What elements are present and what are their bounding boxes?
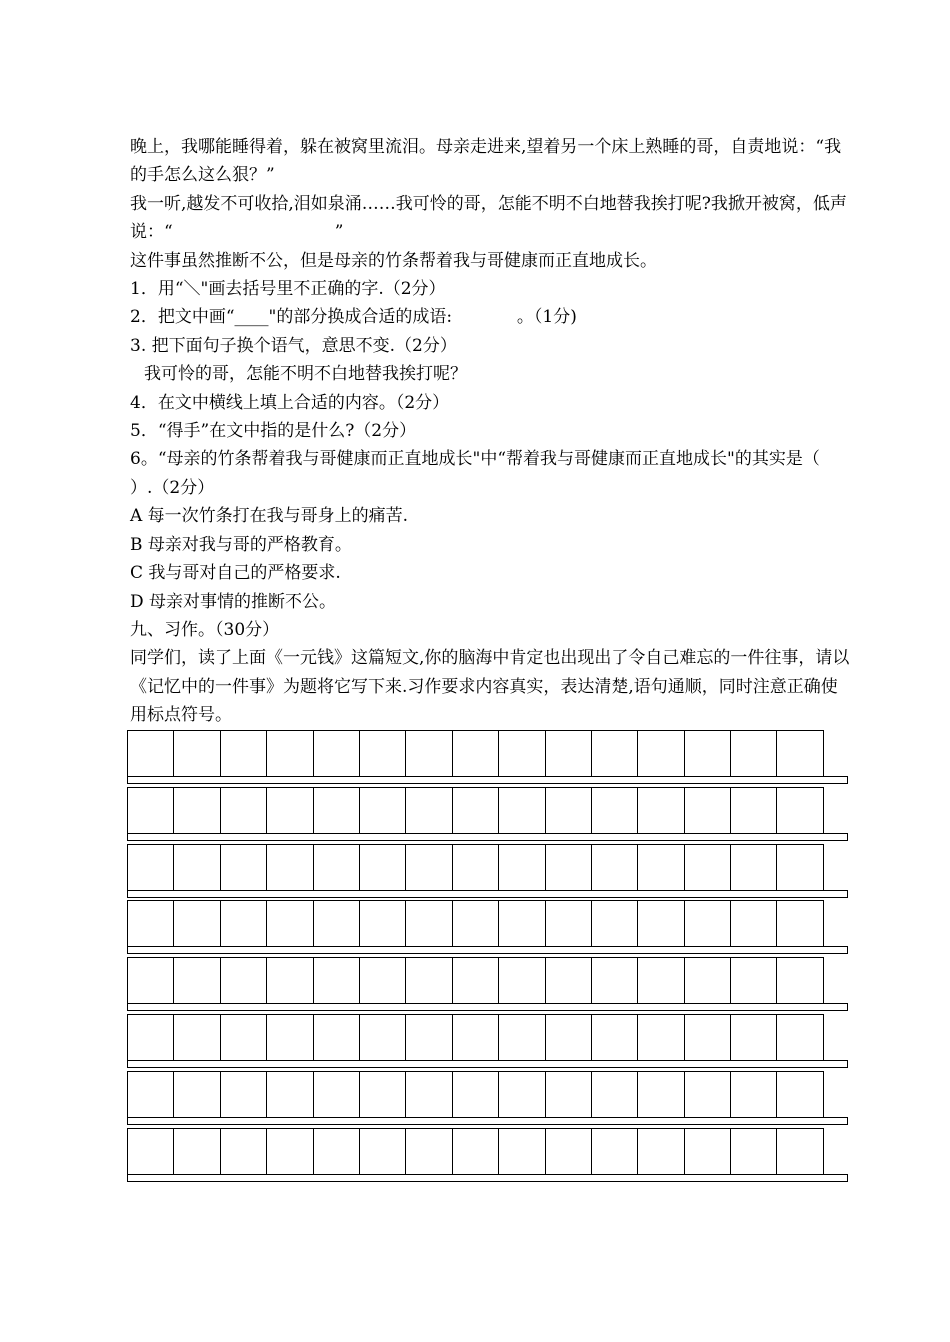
writing-cell[interactable]: [221, 787, 267, 833]
grid-cells: [127, 730, 824, 776]
passage-paragraph-1: 晚上，我哪能睡得着，躲在被窝里流泪。母亲走进来,望着另一个床上熟睡的哥，自责地说：“我的手怎么这么狠？”: [130, 137, 842, 186]
writing-cell[interactable]: [406, 1071, 452, 1117]
writing-cell[interactable]: [453, 1128, 499, 1174]
writing-cell[interactable]: [546, 1128, 592, 1174]
option-a: A 每一次竹条打在我与哥身上的痛苦.: [130, 506, 409, 527]
row-separator: [127, 890, 848, 898]
writing-cell[interactable]: [221, 900, 267, 946]
writing-cell[interactable]: [592, 1071, 638, 1117]
writing-cell[interactable]: [314, 844, 360, 890]
writing-cell[interactable]: [777, 1071, 823, 1117]
writing-cell[interactable]: [685, 1071, 731, 1117]
writing-cell[interactable]: [360, 900, 406, 946]
grid-cells: [127, 957, 824, 1003]
grid-row: [127, 1128, 849, 1185]
writing-cell[interactable]: [499, 900, 545, 946]
writing-cell[interactable]: [267, 957, 313, 1003]
writing-cell[interactable]: [360, 1128, 406, 1174]
composition-grid: [127, 730, 849, 1184]
writing-cell[interactable]: [777, 730, 823, 776]
writing-cell[interactable]: [592, 1014, 638, 1060]
writing-cell[interactable]: [267, 1128, 313, 1174]
writing-cell[interactable]: [499, 957, 545, 1003]
writing-cell[interactable]: [267, 900, 313, 946]
writing-cell[interactable]: [174, 957, 220, 1003]
question-2: 2．把文中画“____"的部分换成合适的成语: 。（1分): [130, 307, 577, 328]
writing-cell[interactable]: [499, 1071, 545, 1117]
grid-cells: [127, 1128, 824, 1174]
writing-cell[interactable]: [406, 1128, 452, 1174]
writing-cell[interactable]: [221, 1128, 267, 1174]
row-separator: [127, 946, 848, 954]
writing-cell[interactable]: [221, 844, 267, 890]
writing-cell[interactable]: [638, 787, 684, 833]
writing-cell[interactable]: [638, 730, 684, 776]
grid-row: [127, 1014, 849, 1071]
option-d: D 母亲对事情的推断不公。: [130, 591, 337, 612]
writing-cell[interactable]: [546, 900, 592, 946]
question-3-sentence: 我可怜的哥，怎能不明不白地替我挨打呢？: [144, 364, 467, 385]
writing-prompt: 同学们，读了上面《一元钱》这篇短文,你的脑海中肯定也出现出了令自己难忘的一件往事，请以《记忆中的一件事》为题将它写下来.习作要求内容真实，表达清楚,语句通顺，同时注意正确使用标点符号。: [130, 648, 850, 726]
writing-cell[interactable]: [731, 900, 777, 946]
question-1: 1．用“＼"画去括号里不正确的字.（2分）: [130, 279, 446, 300]
writing-cell[interactable]: [453, 1071, 499, 1117]
writing-cell[interactable]: [499, 1128, 545, 1174]
writing-cell[interactable]: [638, 900, 684, 946]
grid-cells: [127, 844, 824, 890]
grid-cells: [127, 1071, 824, 1117]
writing-cell[interactable]: [685, 844, 731, 890]
writing-cell[interactable]: [592, 730, 638, 776]
option-b: B 母亲对我与哥的严格教育。: [130, 534, 352, 555]
writing-cell[interactable]: [453, 900, 499, 946]
question-5: 5．“得手”在文中指的是什么?（2分）: [130, 421, 417, 442]
writing-cell[interactable]: [128, 1014, 174, 1060]
writing-cell[interactable]: [546, 844, 592, 890]
writing-cell[interactable]: [499, 787, 545, 833]
grid-row: [127, 787, 849, 844]
writing-cell[interactable]: [314, 957, 360, 1003]
writing-cell[interactable]: [406, 787, 452, 833]
writing-cell[interactable]: [592, 787, 638, 833]
writing-cell[interactable]: [592, 900, 638, 946]
writing-cell[interactable]: [592, 957, 638, 1003]
writing-cell[interactable]: [685, 900, 731, 946]
writing-cell[interactable]: [314, 1071, 360, 1117]
writing-cell[interactable]: [406, 900, 452, 946]
writing-cell[interactable]: [777, 844, 823, 890]
writing-cell[interactable]: [221, 1014, 267, 1060]
writing-cell[interactable]: [360, 957, 406, 1003]
reading-passage: [130, 133, 853, 730]
writing-cell[interactable]: [128, 1128, 174, 1174]
writing-cell[interactable]: [314, 730, 360, 776]
grid-cells: [127, 900, 824, 946]
grid-cells: [127, 787, 824, 833]
grid-row: [127, 1071, 849, 1128]
writing-cell[interactable]: [221, 1071, 267, 1117]
writing-cell[interactable]: [685, 730, 731, 776]
writing-cell[interactable]: [546, 1071, 592, 1117]
writing-cell[interactable]: [267, 1014, 313, 1060]
writing-cell[interactable]: [453, 957, 499, 1003]
option-c: C 我与哥对自己的严格要求.: [130, 563, 341, 584]
writing-cell[interactable]: [406, 1014, 452, 1060]
writing-cell[interactable]: [731, 1128, 777, 1174]
row-separator: [127, 1117, 848, 1125]
writing-cell[interactable]: [731, 730, 777, 776]
writing-cell[interactable]: [360, 1014, 406, 1060]
passage-paragraph-2: 我一听,越发不可收拾,泪如泉涌……我可怜的哥，怎能不明不白地替我挨打呢?我掀开被窝，低声说：“ ”: [130, 193, 847, 243]
writing-cell[interactable]: [406, 957, 452, 1003]
writing-cell[interactable]: [174, 1014, 220, 1060]
writing-cell[interactable]: [314, 787, 360, 833]
writing-cell[interactable]: [731, 1071, 777, 1117]
writing-cell[interactable]: [314, 1128, 360, 1174]
writing-cell[interactable]: [314, 900, 360, 946]
writing-cell[interactable]: [777, 787, 823, 833]
writing-cell[interactable]: [314, 1014, 360, 1060]
question-3: 3. 把下面句子换个语气，意思不变.（2分）: [130, 335, 457, 356]
row-separator: [127, 1174, 848, 1182]
passage-paragraph-3: 这件事虽然推断不公，但是母亲的竹条帮着我与哥健康而正直地成长。: [130, 250, 657, 271]
writing-cell[interactable]: [638, 1071, 684, 1117]
writing-cell[interactable]: [777, 1014, 823, 1060]
section-title: 九、习作。（30分）: [130, 619, 280, 640]
grid-row: [127, 957, 849, 1014]
writing-cell[interactable]: [174, 1128, 220, 1174]
writing-cell[interactable]: [267, 844, 313, 890]
question-6: 6。“母亲的竹条帮着我与哥健康而正直地成长"中“帮着我与哥健康而正直地成长"的其实是（ ）.（2分）: [130, 449, 853, 498]
writing-cell[interactable]: [777, 900, 823, 946]
writing-cell[interactable]: [174, 730, 220, 776]
writing-cell[interactable]: [546, 787, 592, 833]
writing-cell[interactable]: [685, 1128, 731, 1174]
writing-cell[interactable]: [267, 1071, 313, 1117]
writing-cell[interactable]: [592, 1128, 638, 1174]
row-separator: [127, 833, 848, 841]
writing-cell[interactable]: [128, 787, 174, 833]
writing-cell[interactable]: [453, 730, 499, 776]
writing-cell[interactable]: [453, 1014, 499, 1060]
writing-cell[interactable]: [638, 957, 684, 1003]
writing-cell[interactable]: [128, 1071, 174, 1117]
writing-cell[interactable]: [267, 787, 313, 833]
row-separator: [127, 1003, 848, 1011]
writing-cell[interactable]: [731, 957, 777, 1003]
question-4: 4．在文中横线上填上合适的内容。（2分）: [130, 392, 450, 413]
writing-cell[interactable]: [406, 844, 452, 890]
writing-cell[interactable]: [128, 844, 174, 890]
row-separator: [127, 776, 848, 784]
writing-cell[interactable]: [546, 1014, 592, 1060]
grid-row: [127, 844, 849, 901]
writing-cell[interactable]: [685, 957, 731, 1003]
writing-cell[interactable]: [360, 1071, 406, 1117]
writing-cell[interactable]: [638, 1014, 684, 1060]
writing-cell[interactable]: [267, 730, 313, 776]
writing-cell[interactable]: [592, 844, 638, 890]
writing-cell[interactable]: [128, 957, 174, 1003]
writing-cell[interactable]: [174, 900, 220, 946]
writing-cell[interactable]: [128, 730, 174, 776]
writing-cell[interactable]: [499, 1014, 545, 1060]
writing-cell[interactable]: [685, 1014, 731, 1060]
writing-cell[interactable]: [128, 900, 174, 946]
writing-cell[interactable]: [499, 844, 545, 890]
writing-cell[interactable]: [360, 730, 406, 776]
writing-cell[interactable]: [499, 730, 545, 776]
writing-cell[interactable]: [360, 787, 406, 833]
writing-cell[interactable]: [174, 844, 220, 890]
writing-cell[interactable]: [731, 1014, 777, 1060]
writing-cell[interactable]: [777, 957, 823, 1003]
writing-cell[interactable]: [406, 730, 452, 776]
row-separator: [127, 1060, 848, 1068]
writing-cell[interactable]: [221, 957, 267, 1003]
writing-cell[interactable]: [638, 844, 684, 890]
grid-row: [127, 730, 849, 787]
writing-cell[interactable]: [638, 1128, 684, 1174]
writing-cell[interactable]: [360, 844, 406, 890]
grid-row: [127, 900, 849, 957]
grid-cells: [127, 1014, 824, 1060]
writing-cell[interactable]: [685, 787, 731, 833]
writing-cell[interactable]: [731, 844, 777, 890]
writing-cell[interactable]: [453, 844, 499, 890]
writing-cell[interactable]: [777, 1128, 823, 1174]
writing-cell[interactable]: [546, 730, 592, 776]
writing-cell[interactable]: [453, 787, 499, 833]
writing-cell[interactable]: [174, 1071, 220, 1117]
writing-cell[interactable]: [221, 730, 267, 776]
writing-cell[interactable]: [546, 957, 592, 1003]
writing-cell[interactable]: [174, 787, 220, 833]
writing-cell[interactable]: [731, 787, 777, 833]
